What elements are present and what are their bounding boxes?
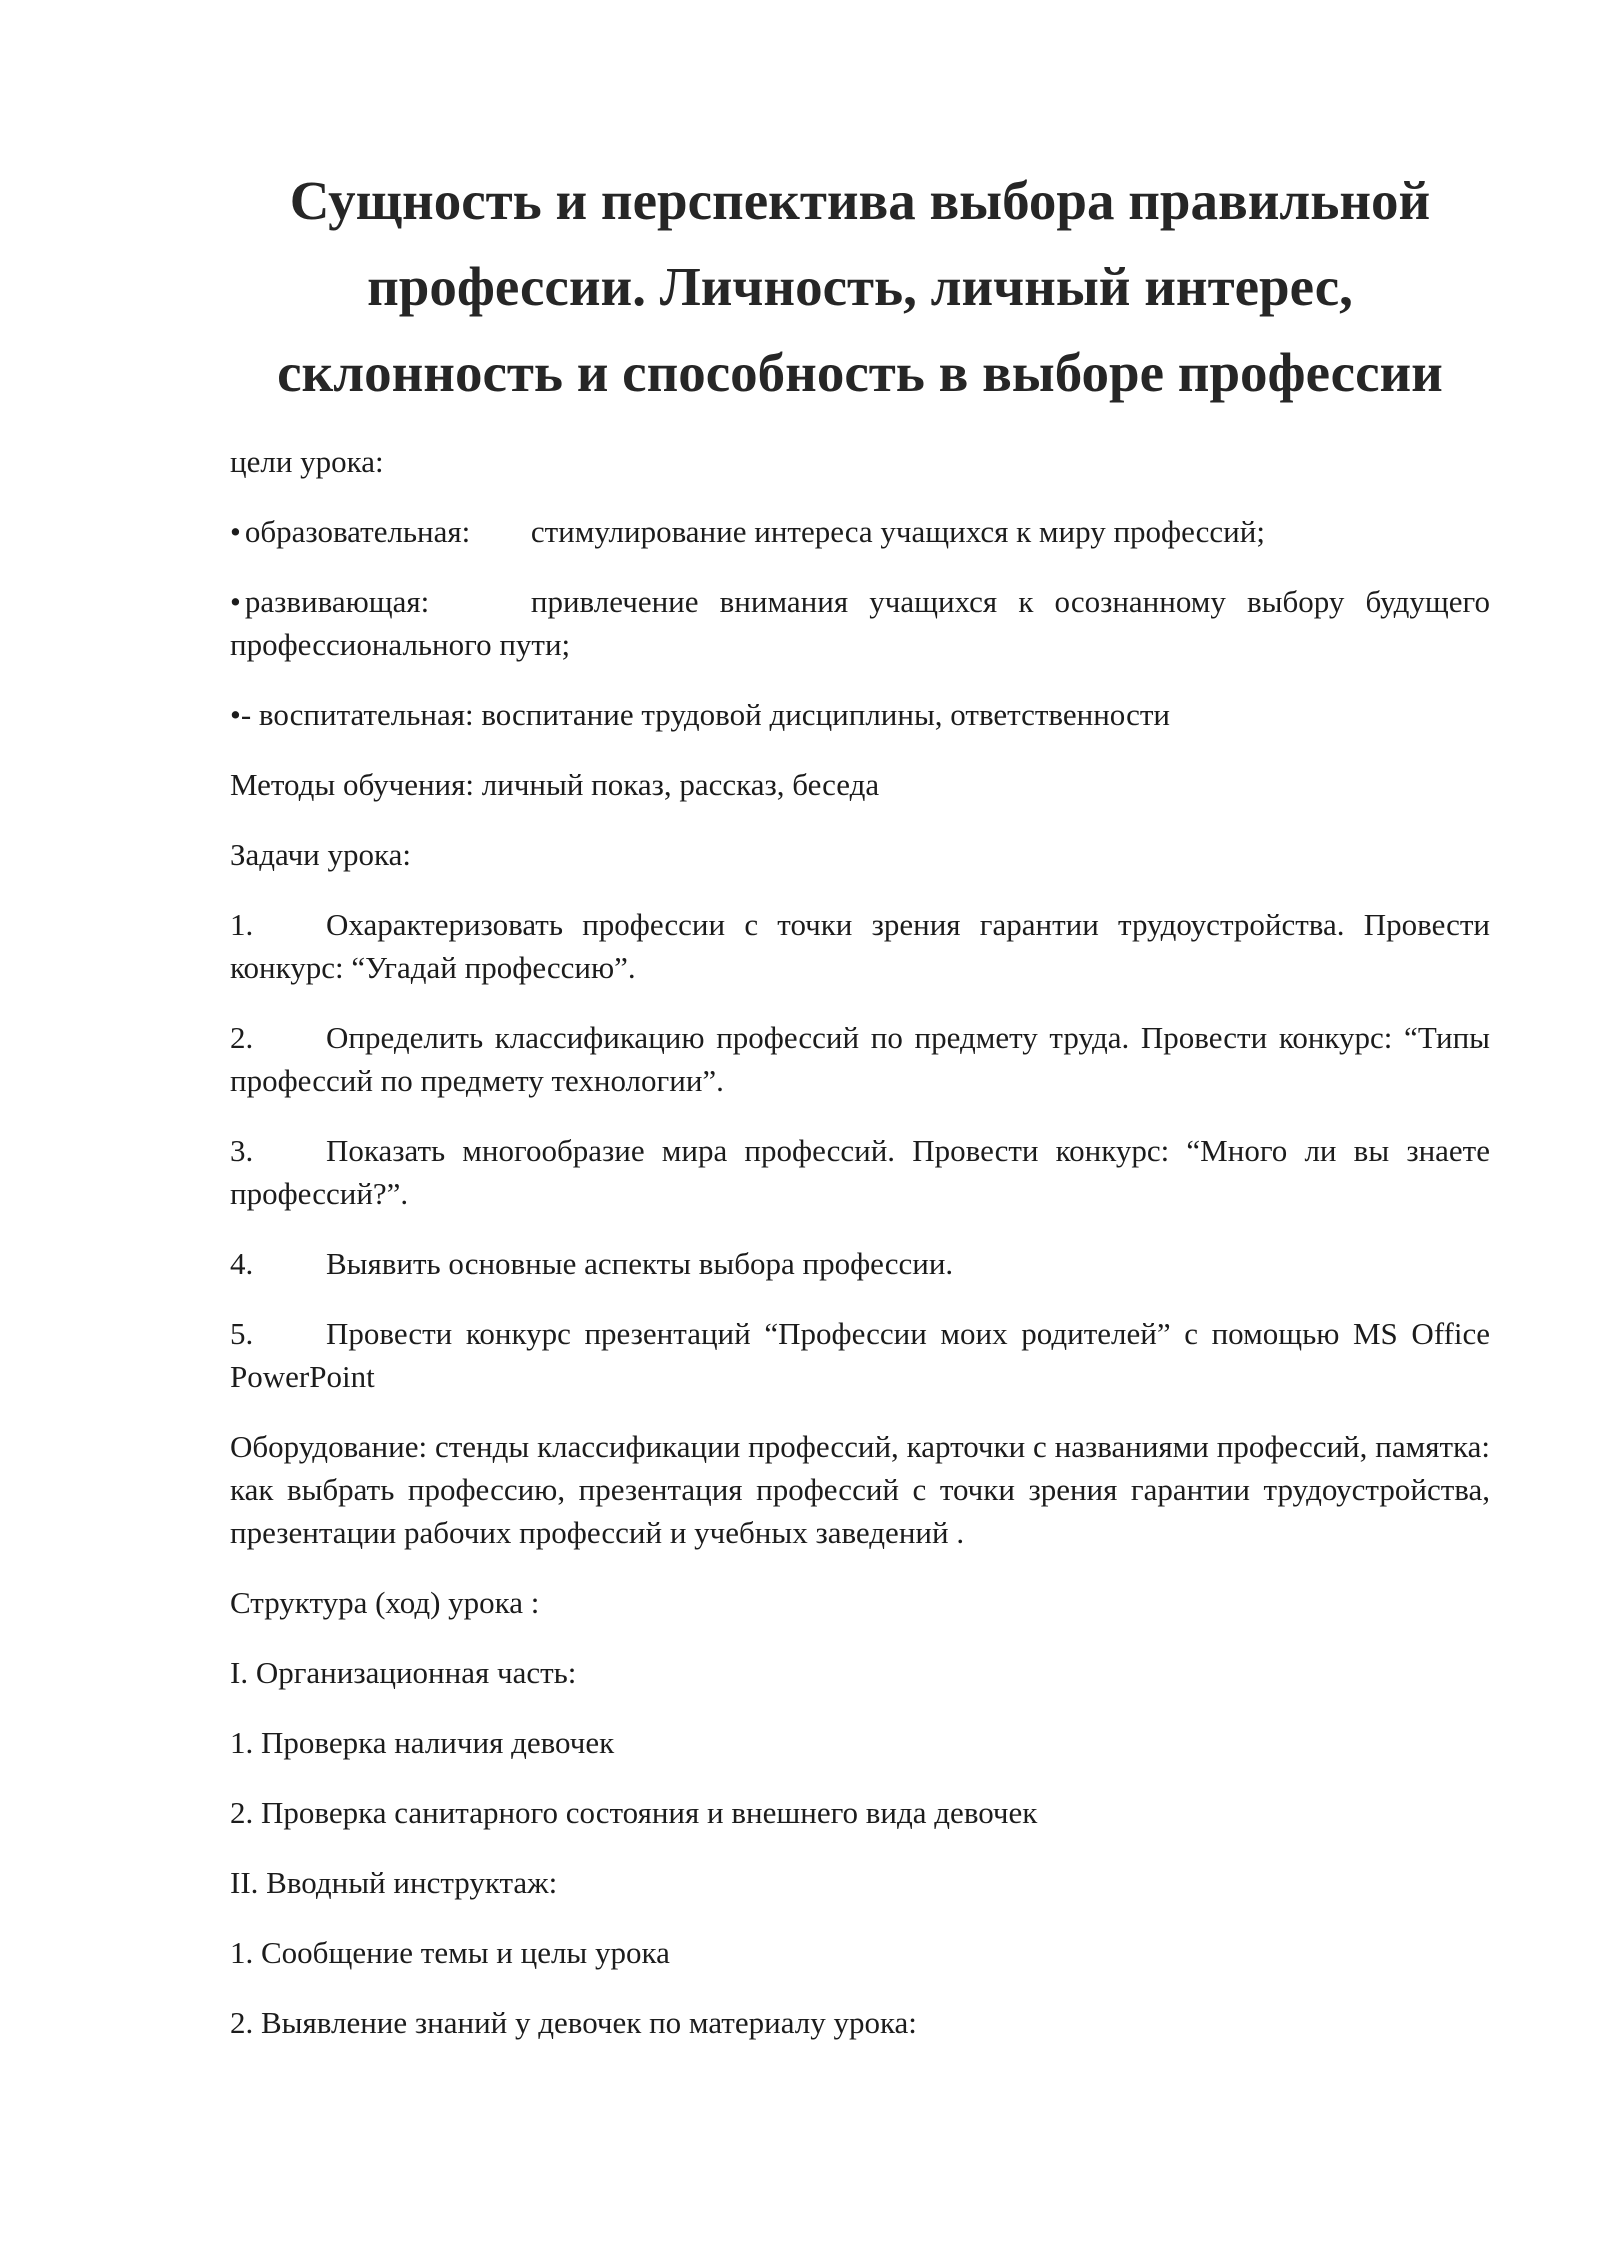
objective-upbringing: •- воспитательная: воспитание трудовой дисциплины, ответственности (230, 697, 1170, 732)
section-item: 2. Выявление знаний у девочек по материалу урока: (230, 2005, 917, 2040)
document-body (230, 440, 1490, 2071)
task-number: 1. (230, 907, 254, 942)
document-title: Сущность и перспектива выбора правильной профессии. Личность, личный интерес, склонность и способность в выборе профессии (277, 170, 1443, 403)
objective-developing (230, 580, 1490, 666)
bullet-marker: • (230, 514, 241, 549)
section-item: 1. Проверка наличия девочек (230, 1725, 615, 1760)
task-item (230, 1312, 1490, 1398)
bullet-marker: • (230, 584, 241, 619)
tasks-heading: Задачи урока: (230, 837, 411, 872)
objective-label: развивающая: (244, 584, 430, 619)
section-item: 2. Проверка санитарного состояния и внешнего вида девочек (230, 1795, 1038, 1830)
goals-heading: цели урока: (230, 444, 384, 479)
objective-text: стимулирование интереса учащихся к миру профессий; (530, 514, 1265, 549)
task-text: Показать многообразие мира профессий. Провести конкурс: “Много ли вы знаете профессий?”. (230, 1133, 1490, 1211)
objective-educational (230, 510, 1490, 553)
task-text: Выявить основные аспекты выбора профессии. (326, 1246, 954, 1281)
task-item (230, 903, 1490, 989)
task-text: Провести конкурс презентаций “Профессии моих родителей” с помощью MS Office PowerPoint (230, 1316, 1490, 1394)
section-item: 1. Сообщение темы и целы урока (230, 1935, 670, 1970)
task-item (230, 1242, 1490, 1285)
task-item (230, 1016, 1490, 1102)
task-text: Охарактеризовать профессии с точки зрения гарантии трудоустройства. Провести конкурс: “Угадай профессию”. (230, 907, 1490, 985)
objective-text: привлечение внимания учащихся к осознанному выбору будущего профессионального пути; (230, 584, 1490, 662)
task-number: 5. (230, 1316, 254, 1351)
section-introductory: II. Вводный инструктаж: (230, 1865, 558, 1900)
task-item (230, 1129, 1490, 1215)
teaching-methods: Методы обучения: личный показ, рассказ, беседа (230, 767, 880, 802)
objective-label: образовательная: (244, 514, 471, 549)
structure-heading: Структура (ход) урока : (230, 1585, 540, 1620)
task-text: Определить классификацию профессий по предмету труда. Провести конкурс: “Типы профессий по предмету технологии”. (230, 1020, 1490, 1098)
section-organizational: I. Организационная часть: (230, 1655, 577, 1690)
task-number: 2. (230, 1020, 254, 1055)
task-number: 3. (230, 1133, 254, 1168)
equipment-paragraph: Оборудование: стенды классификации профессий, карточки с названиями профессий, памятка: как выбрать профессию, презентация профессий с точки зрения гарантии трудоустройства, презентации рабочих профессий и учебных заведений . (230, 1429, 1490, 1550)
task-number: 4. (230, 1246, 254, 1281)
